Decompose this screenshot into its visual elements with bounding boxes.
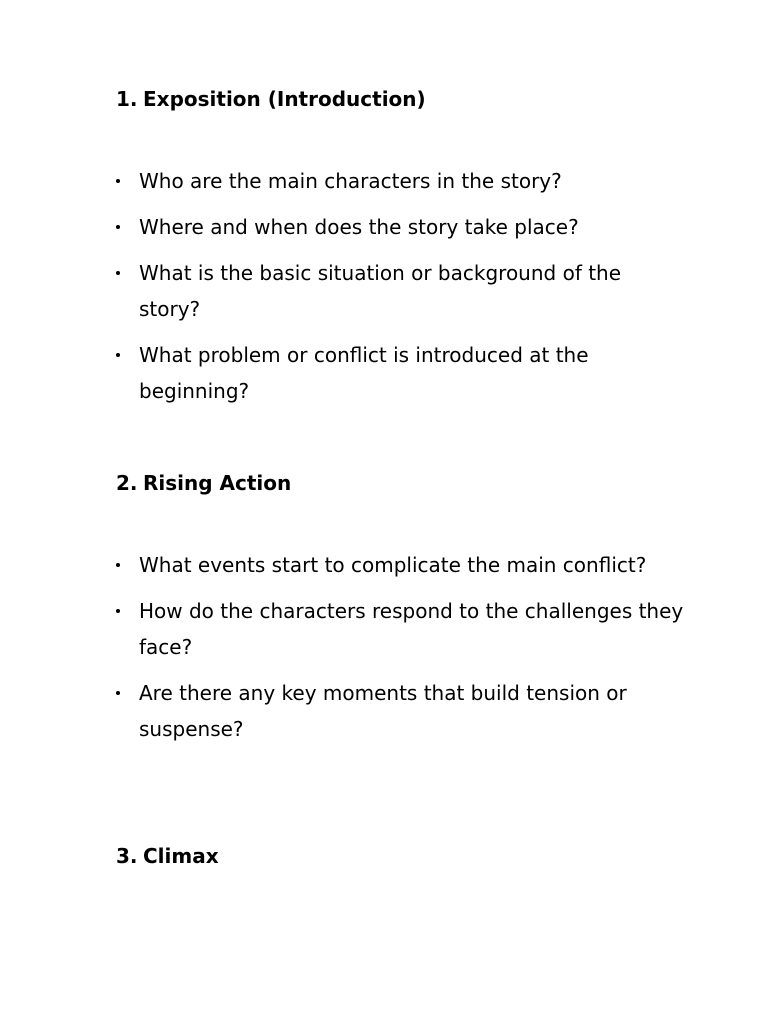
bullet-icon (116, 353, 120, 357)
list-item (116, 337, 686, 409)
list-item-text: What is the basic situation or background of the story? (139, 261, 622, 321)
section-title: Exposition (Introduction) (143, 87, 426, 111)
list-item (116, 547, 686, 583)
list-item (116, 593, 686, 665)
list-item-text: Are there any key moments that build tension or suspense? (139, 681, 627, 741)
list-item-text: How do the characters respond to the challenges they face? (139, 599, 684, 659)
section-title: Rising Action (143, 471, 292, 495)
bullet-icon (116, 691, 120, 695)
bullet-icon (116, 271, 120, 275)
section-heading-rising-action (116, 471, 291, 495)
rising-action-question-list (116, 547, 686, 757)
list-item (116, 255, 686, 327)
list-item (116, 209, 686, 245)
bullet-icon (116, 225, 120, 229)
exposition-question-list (116, 163, 686, 419)
list-item (116, 675, 686, 747)
list-item-text: Who are the main characters in the story? (139, 169, 562, 193)
list-item (116, 163, 686, 199)
section-number: 3. (116, 844, 138, 868)
bullet-icon (116, 609, 120, 613)
section-number: 2. (116, 471, 138, 495)
list-item-text: Where and when does the story take place? (139, 215, 579, 239)
bullet-icon (116, 563, 120, 567)
list-item-text: What events start to complicate the main conflict? (139, 553, 647, 577)
section-heading-exposition (116, 87, 426, 111)
bullet-icon (116, 179, 120, 183)
section-title: Climax (143, 844, 219, 868)
section-heading-climax (116, 844, 219, 868)
list-item-text: What problem or conflict is introduced at the beginning? (139, 343, 589, 403)
section-number: 1. (116, 87, 138, 111)
